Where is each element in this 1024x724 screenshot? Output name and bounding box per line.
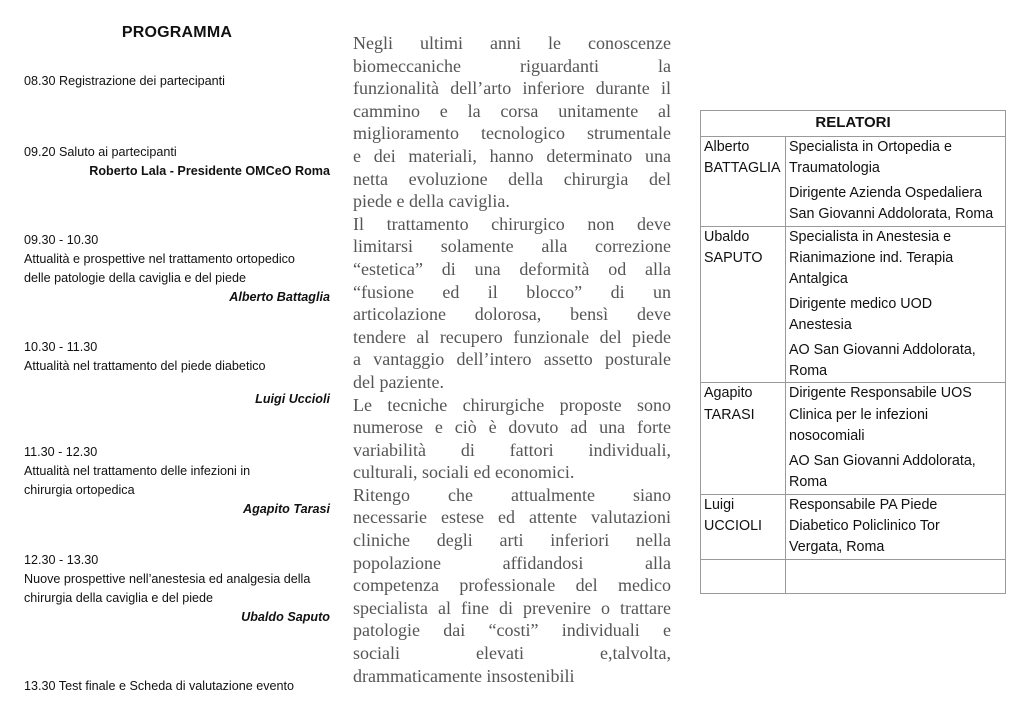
speaker-last-name: BATTAGLIA bbox=[704, 160, 781, 177]
intro-text-line: tendere al recupero funzionale del piede bbox=[353, 326, 671, 347]
intro-text-line: e dei materiali, hanno determinato una bbox=[353, 145, 671, 166]
program-item-speaker: Roberto Lala - Presidente OMCeO Roma bbox=[89, 164, 330, 178]
program-item-line: Attualità e prospettive nel trattamento ortopedico bbox=[24, 252, 295, 266]
program-item-line: chirurgia della caviglia e del piede bbox=[24, 591, 214, 605]
speaker-role-line: Antalgica bbox=[789, 271, 848, 288]
speakers-table-title: RELATORI bbox=[701, 111, 1006, 137]
speaker-row-saputo bbox=[701, 226, 1006, 383]
intro-text-line: a vantaggio dell’intero assetto posturale bbox=[353, 349, 671, 370]
speaker-name bbox=[701, 226, 786, 383]
speaker-role-line: Dirigente Azienda Ospedaliera bbox=[789, 184, 983, 201]
intro-text-line: patologie dai “costi” individuali e bbox=[353, 620, 671, 641]
speaker-role-line: Specialista in Ortopedia e bbox=[789, 139, 952, 155]
speaker-row-battaglia bbox=[701, 137, 1006, 227]
program-item-time: 09.30 - 10.30 bbox=[24, 233, 99, 247]
intro-text-line: Ritengo che attualmente siano bbox=[353, 484, 671, 505]
program-item-line: delle patologie della caviglia e del piede bbox=[24, 271, 246, 285]
speakers-table bbox=[700, 110, 1006, 594]
speaker-role-line: San Giovanni Addolorata, Roma bbox=[789, 206, 994, 223]
intro-text-line: competenza professionale del medico bbox=[353, 575, 671, 596]
speaker-name bbox=[701, 383, 786, 494]
speaker-role-line: Roma bbox=[789, 474, 828, 491]
program-item-speaker: Luigi Uccioli bbox=[255, 392, 330, 406]
speaker-first-name: Luigi bbox=[704, 496, 735, 513]
program-item-line: Nuove prospettive nell’anestesia ed analgesia della bbox=[24, 572, 311, 586]
program-item-final-test bbox=[24, 677, 330, 696]
speaker-name bbox=[701, 494, 786, 559]
intro-text-line: limitarsi solamente alla correzione bbox=[353, 236, 671, 257]
program-item-line: 13.30 Test finale e Scheda di valutazione evento bbox=[24, 679, 295, 693]
speaker-role bbox=[786, 383, 1006, 494]
program-item-line: 08.30 Registrazione dei partecipanti bbox=[24, 74, 225, 88]
program-item-time: 10.30 - 11.30 bbox=[24, 340, 98, 354]
speaker-row-tarasi bbox=[701, 383, 1006, 494]
intro-text bbox=[353, 32, 671, 687]
program-item-line: Attualità nel trattamento del piede diabetico bbox=[24, 359, 266, 373]
intro-text-line: Il trattamento chirurgico non deve bbox=[353, 213, 671, 234]
speaker-row-empty bbox=[701, 559, 1006, 593]
empty-cell bbox=[701, 559, 786, 593]
intro-text-line: numerose e ciò è dovuto ad una forte bbox=[353, 417, 671, 438]
program-item-speaker: Agapito Tarasi bbox=[242, 502, 330, 516]
speaker-role-line: AO San Giovanni Addolorata, bbox=[789, 452, 976, 469]
program-item-speaker: Ubaldo Saputo bbox=[241, 610, 330, 624]
intro-text-line: sociali elevati e,talvolta, bbox=[353, 643, 671, 664]
speaker-role-line: Responsabile PA Piede bbox=[789, 496, 938, 513]
speaker-row-uccioli bbox=[701, 494, 1006, 559]
program-item-speaker: Alberto Battaglia bbox=[229, 290, 330, 304]
intro-text-line: piede e della caviglia. bbox=[353, 191, 510, 212]
speaker-last-name: UCCIOLI bbox=[704, 517, 762, 534]
intro-text-line: necessarie estese ed attente valutazioni bbox=[353, 507, 671, 528]
speaker-role bbox=[786, 226, 1006, 383]
speaker-role bbox=[786, 137, 1006, 227]
intro-text-line: “estetica” di una deformità od alla bbox=[353, 258, 671, 279]
speaker-role-line: Traumatologia bbox=[789, 160, 880, 177]
speaker-first-name: Agapito bbox=[704, 385, 753, 402]
speaker-first-name: Alberto bbox=[704, 139, 750, 155]
program-item-time: 12.30 - 13.30 bbox=[24, 553, 99, 567]
intro-text-line: cliniche degli arti inferiori nella bbox=[353, 530, 671, 551]
speaker-role-line: Anestesia bbox=[789, 317, 852, 334]
program-item-line: chirurgia ortopedica bbox=[24, 483, 135, 497]
program-item-time: 11.30 - 12.30 bbox=[24, 445, 98, 459]
intro-text-line: Le tecniche chirurgiche proposte sono bbox=[353, 394, 671, 415]
program-item-line: Attualità nel trattamento delle infezioni in bbox=[24, 464, 251, 478]
speaker-role-line: Vergata, Roma bbox=[789, 539, 885, 556]
speaker-role-line: Specialista in Anestesia e bbox=[789, 228, 952, 245]
program-item-anesthesia bbox=[24, 551, 330, 627]
speaker-role-line: Dirigente Responsabile UOS bbox=[789, 385, 972, 402]
speaker-role-line: Rianimazione ind. Terapia bbox=[789, 250, 954, 267]
intro-text-line: funzionalità dell’arto inferiore durante il bbox=[353, 78, 671, 99]
speaker-last-name: SAPUTO bbox=[704, 250, 763, 267]
speaker-role-line: Roma bbox=[789, 363, 828, 380]
speaker-role-line: nosocomiali bbox=[789, 428, 865, 445]
empty-cell bbox=[786, 559, 1006, 593]
intro-text-line: popolazione affidandosi alla bbox=[353, 552, 671, 573]
program-item-welcome bbox=[24, 143, 330, 181]
intro-text-line: netta evoluzione della chirurgia del bbox=[353, 168, 671, 189]
intro-text-line: variabilità di fattori individuali, bbox=[353, 439, 671, 460]
program-item-ortho bbox=[24, 231, 330, 307]
program-title: PROGRAMMA bbox=[121, 24, 233, 41]
intro-text-line: articolazione dolorosa, bensì deve bbox=[353, 304, 671, 325]
intro-text-line: specialista al fine di prevenire o trattare bbox=[353, 597, 671, 618]
intro-text-line: “fusione ed il blocco” di un bbox=[353, 281, 671, 302]
speaker-role-line: Clinica per le infezioni bbox=[789, 406, 929, 423]
speaker-role bbox=[786, 494, 1006, 559]
intro-text-line: culturali, sociali ed economici. bbox=[353, 462, 575, 483]
intro-text-line: drammaticamente insostenibili bbox=[353, 665, 575, 686]
speaker-role-line: AO San Giovanni Addolorata, bbox=[789, 341, 976, 358]
program-item-registration bbox=[24, 72, 330, 91]
intro-text-line: cammino e la corsa unitamente al bbox=[353, 100, 671, 121]
speaker-name bbox=[701, 137, 786, 227]
intro-text-line: del paziente. bbox=[353, 371, 444, 392]
speaker-role-line: Dirigente medico UOD bbox=[789, 295, 933, 312]
speaker-first-name: Ubaldo bbox=[704, 228, 750, 245]
intro-text-line: miglioramento tecnologico strumentale bbox=[353, 123, 671, 144]
intro-text-line: Negli ultimi anni le conoscenze bbox=[353, 33, 671, 53]
program-item-infections bbox=[24, 443, 330, 519]
intro-text-line: biomeccaniche riguardanti la bbox=[353, 55, 671, 76]
speaker-last-name: TARASI bbox=[704, 406, 755, 423]
program-item-line: 09.20 Saluto ai partecipanti bbox=[24, 145, 177, 159]
speaker-role-line: Diabetico Policlinico Tor bbox=[789, 517, 940, 534]
program-item-diabetic-foot bbox=[24, 338, 330, 409]
